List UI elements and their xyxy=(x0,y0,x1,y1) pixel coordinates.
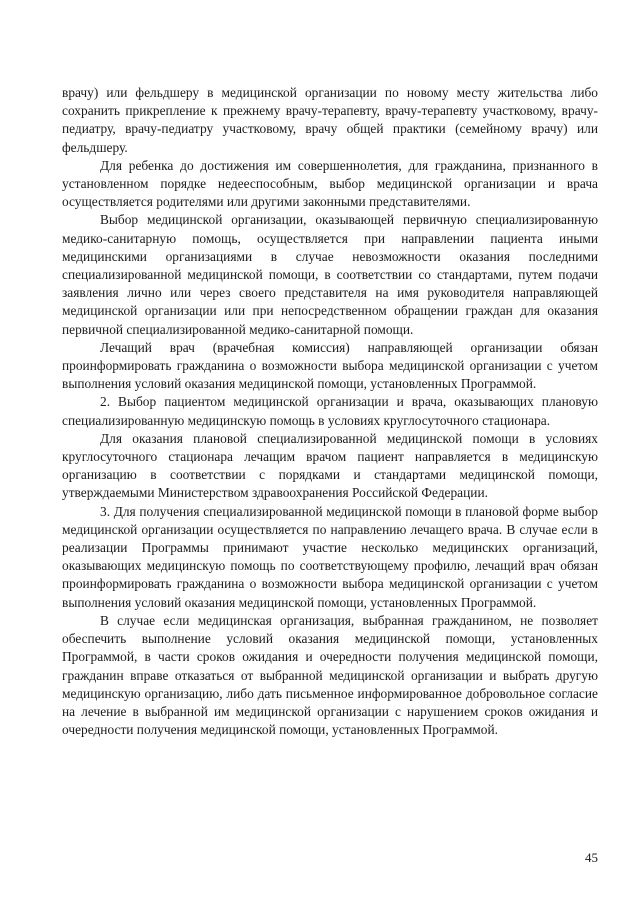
document-body xyxy=(62,84,598,739)
page-number: 45 xyxy=(585,850,598,865)
paragraph-section-2-heading: 2. Выбор пациентом медицинской организации и врача, оказывающих плановую специализированную медицинскую помощь в условиях круглосуточного стационара. xyxy=(62,394,598,428)
paragraph-section-3: 3. Для получения специализированной медицинской помощи в плановой форме выбор медицинской организации осуществляется по направлению лечащего врача. В случае если в реализации Программы принимают участие несколько медицинских организаций, оказывающих медицинскую помощь по соответствующему профилю, лечащий врач обязан проинформировать гражданина о возможности выбора медицинской организации с учетом выполнения условий оказания медицинской помощи, установленных Программой. xyxy=(62,503,598,610)
paragraph-primary-specialized-choice: Выбор медицинской организации, оказывающей первичную специализированную медико-санитарную помощь, осуществляется при направлении пациента иными медицинскими организациями в случае невозможности оказания последними специализированной медицинской помощи, в соответствии со стандартами, путем подачи заявления лично или через своего представителя на имя руководителя направляющей медицинской организации или при непосредственном обращении граждан для оказания первичной специализированной медико-санитарной помощи. xyxy=(62,212,598,337)
paragraph-refusal-right: В случае если медицинская организация, выбранная гражданином, не позволяет обеспечить выполнение условий оказания медицинской помощи, установленных Программой, в части сроков ожидания и очередности получения медицинской помощи, гражданин вправе отказаться от выбранной медицинской организации и выбрать другую медицинскую организацию, либо дать письменное информированное добровольное согласие на лечение в выбранной им медицинской организации с нарушением сроков ожидания и очередности получения медицинской помощи, установленных Программой. xyxy=(62,612,598,738)
paragraph-doctor-obligation: Лечащий врач (врачебная комиссия) направляющей организации обязан проинформировать гражданина о возможности выбора медицинской организации с учетом выполнения условий оказания медицинской помощи, установленных Программой. xyxy=(62,339,598,392)
paragraph-continuation: врачу) или фельдшеру в медицинской организации по новому месту жительства либо сохранить прикрепление к прежнему врачу-терапевту, врачу-терапевту участковому, врачу-педиатру, врачу-педиатру участковому, врачу общей практики (семейному врачу) или фельдшеру. xyxy=(62,85,598,155)
paragraph-planned-hospital-care: Для оказания плановой специализированной медицинской помощи в условиях круглосуточного стационара лечащим врачом пациент направляется в медицинскую организацию в соответствии с порядками и стандартами медицинской помощи, утверждаемыми Министерством здравоохранения Российской Федерации. xyxy=(62,430,598,501)
paragraph-child-choice: Для ребенка до достижения им совершеннолетия, для гражданина, признанного в установленном порядке недееспособным, выбор медицинской организации и врача осуществляется родителями или другими законными представителями. xyxy=(62,157,598,210)
